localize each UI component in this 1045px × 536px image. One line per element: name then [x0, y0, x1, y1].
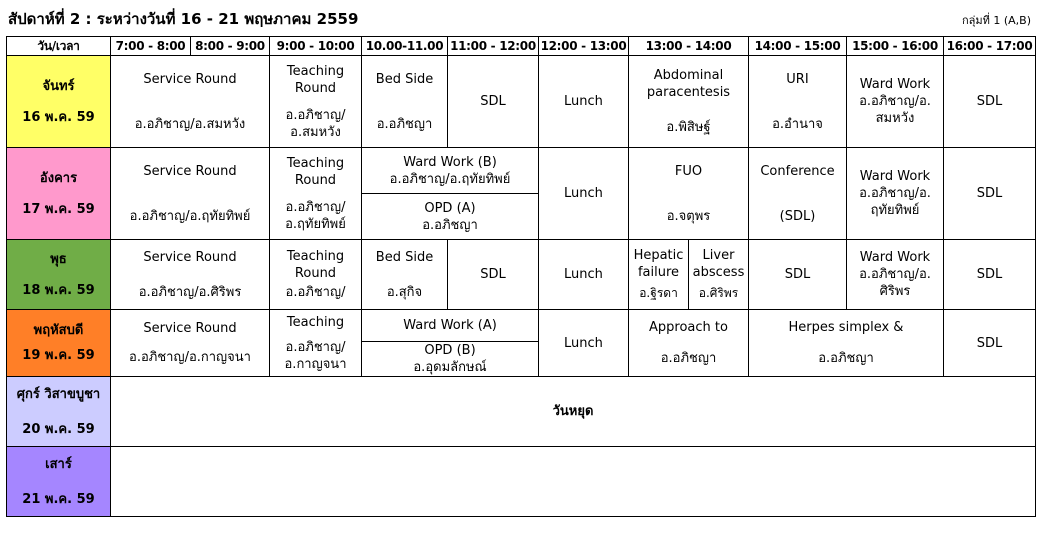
slot-sdl: SDL: [944, 56, 1036, 148]
slot-title: Herpes simplex &: [788, 320, 904, 335]
header-11-12: 11:00 - 12:00: [448, 37, 539, 56]
slot-staff: (SDL): [779, 208, 816, 224]
day-date: 18 พ.ค. 59: [22, 282, 95, 298]
slot-opd-a: [362, 194, 539, 240]
slot-approach-to: [629, 310, 749, 377]
slot-title: Ward Work: [859, 250, 931, 265]
slot-service-round: [111, 56, 270, 148]
slot-ward-work-b: [362, 148, 539, 194]
slot-staff: อ.สมหวัง: [290, 124, 341, 140]
slot-staff: ศิริพร: [879, 284, 911, 299]
page-title: สัปดาห์ที่ 2 : ระหว่างวันที่ 16 - 21 พฤษภาคม 2559: [8, 10, 359, 28]
slot-title: URI: [786, 71, 809, 87]
slot-sdl: SDL: [944, 240, 1036, 310]
slot-title: Service Round: [143, 163, 237, 179]
slot-staff: อ.อภิชาญ/อ.: [859, 267, 931, 282]
slot-staff: อ.ฐิรดา: [639, 286, 678, 300]
slot-title: Teaching: [286, 63, 345, 79]
day-cell-thursday: [7, 310, 111, 377]
header-13-14: 13:00 - 14:00: [629, 37, 749, 56]
slot-staff: อ.อภิชาญ/อ.: [859, 186, 931, 201]
empty-cell: [111, 447, 1036, 517]
slot-teaching: [270, 310, 362, 377]
row-saturday: [7, 447, 1036, 517]
slot-title: Teaching: [286, 249, 345, 264]
slot-ward-work: [847, 240, 944, 310]
slot-service-round: [111, 148, 270, 240]
slot-staff: อ.อภิชาญ/: [285, 339, 346, 355]
header-8-9: 8:00 - 9:00: [191, 37, 270, 56]
header-10-11: 10.00-11.00: [362, 37, 448, 56]
day-cell-monday: [7, 56, 111, 148]
slot-ward-work: [847, 148, 944, 240]
slot-fuo: [629, 148, 749, 240]
slot-sdl: SDL: [448, 56, 539, 148]
slot-title: failure: [637, 265, 680, 280]
slot-title: Bed Side: [375, 249, 434, 265]
slot-staff: อ.อภิชาญ/อ.สมหวัง: [134, 116, 246, 132]
slot-liver-abscess: [689, 240, 749, 310]
slot-title: Ward Work: [859, 169, 931, 184]
slot-teaching-round: [270, 148, 362, 240]
row-friday: [7, 377, 1036, 447]
slot-title: Ward Work (A): [403, 318, 497, 333]
slot-title: Conference: [760, 163, 835, 179]
day-name: เสาร์: [45, 456, 72, 472]
day-name: อังคาร: [39, 170, 78, 186]
slot-staff: สมหวัง: [875, 111, 915, 126]
slot-staff: อ.อภิชญา: [376, 116, 433, 132]
header-day-time: วัน/เวลา: [7, 37, 111, 56]
row-wednesday: [7, 240, 1036, 310]
slot-staff: อ.อุดมลักษณ์: [413, 360, 487, 375]
day-date: 16 พ.ค. 59: [22, 109, 95, 125]
day-name: พุธ: [50, 251, 67, 267]
slot-abdominal-paracentesis: [629, 56, 749, 148]
slot-staff: อ.อภิชาญ/อ.กาญจนา: [129, 350, 251, 365]
slot-ward-work: [847, 56, 944, 148]
slot-teaching-round: [270, 56, 362, 148]
slot-staff: อ.อภิชญา: [422, 217, 478, 233]
slot-lunch: Lunch: [539, 56, 629, 148]
slot-ward-work-a: [362, 310, 539, 342]
day-name: พฤหัสบดี: [33, 323, 84, 338]
slot-sdl: SDL: [944, 310, 1036, 377]
slot-bed-side: [362, 240, 448, 310]
slot-lunch: Lunch: [539, 148, 629, 240]
slot-title: Round: [294, 80, 337, 96]
slot-sdl: SDL: [944, 148, 1036, 240]
slot-title: OPD (A): [424, 200, 476, 216]
header-14-15: 14:00 - 15:00: [749, 37, 847, 56]
slot-staff: อ.อภิชาญ/: [285, 199, 346, 215]
slot-title: Round: [294, 266, 337, 281]
group-label: กลุ่มที่ 1 (A,B): [961, 14, 1031, 27]
day-date: 21 พ.ค. 59: [22, 491, 95, 507]
day-date: 19 พ.ค. 59: [22, 348, 95, 363]
slot-staff: อ.จตุพร: [666, 208, 711, 224]
slot-conference: [749, 148, 847, 240]
slot-service-round: [111, 240, 270, 310]
slot-staff: อ.อภิชาญ/อ.: [859, 94, 931, 109]
slot-title: Ward Work (B): [403, 154, 497, 170]
day-date: 20 พ.ค. 59: [22, 421, 95, 437]
slot-staff: อ.อภิชญา: [660, 351, 717, 366]
slot-title: Bed Side: [375, 71, 434, 87]
schedule-table: [6, 36, 1036, 517]
slot-staff: อ.อภิชาญ/: [285, 107, 346, 123]
header-16-17: 16:00 - 17:00: [944, 37, 1036, 56]
slot-staff: อ.พิสิษฐ์: [666, 120, 711, 135]
slot-title: Abdominal: [653, 68, 724, 83]
slot-staff: อ.สุกิจ: [386, 284, 423, 300]
slot-staff: อ.อภิชญา: [818, 351, 874, 366]
slot-sdl: SDL: [448, 240, 539, 310]
row-monday: [7, 56, 1036, 148]
slot-opd-b: [362, 342, 539, 377]
slot-title: Teaching: [286, 314, 345, 330]
slot-lunch: Lunch: [539, 310, 629, 377]
slot-staff: อ.ศิริพร: [698, 286, 739, 300]
slot-title: Round: [294, 172, 337, 188]
slot-staff: อ.อภิชาญ/: [285, 285, 346, 300]
slot-staff: อ.กาญจนา: [284, 356, 347, 372]
slot-title: Liver: [702, 248, 735, 263]
slot-title: Service Round: [143, 71, 237, 87]
slot-sdl: SDL: [749, 240, 847, 310]
header-9-10: 9:00 - 10:00: [270, 37, 362, 56]
slot-staff: ฤทัยทิพย์: [870, 203, 920, 218]
slot-staff: อ.อภิชาญ/อ.ฤทัยทิพย์: [389, 171, 511, 187]
day-cell-wednesday: [7, 240, 111, 310]
day-name: จันทร์: [42, 78, 75, 94]
slot-service-round: [111, 310, 270, 377]
slot-staff: อ.อำนาจ: [772, 116, 823, 132]
day-cell-friday: [7, 377, 111, 447]
row-tuesday: [7, 148, 1036, 194]
slot-title: paracentesis: [646, 85, 731, 100]
holiday-cell: วันหยุด: [111, 377, 1036, 447]
day-date: 17 พ.ค. 59: [22, 201, 95, 217]
day-cell-saturday: [7, 447, 111, 517]
row-thursday: [7, 310, 1036, 342]
slot-staff: อ.อภิชาญ/อ.ศิริพร: [138, 284, 242, 300]
header-12-13: 12:00 - 13:00: [539, 37, 629, 56]
slot-hepatic-failure: [629, 240, 689, 310]
slot-title: Teaching: [286, 155, 345, 171]
slot-lunch: Lunch: [539, 240, 629, 310]
slot-title: Service Round: [143, 321, 237, 336]
day-cell-tuesday: [7, 148, 111, 240]
slot-title: abscess: [692, 265, 745, 280]
slot-title: OPD (B): [424, 343, 476, 358]
slot-uri: [749, 56, 847, 148]
slot-bed-side: [362, 56, 448, 148]
header-row: [7, 37, 1036, 56]
slot-herpes-simplex: [749, 310, 944, 377]
slot-title: Approach to: [649, 320, 728, 335]
slot-staff: อ.อภิชาญ/อ.ฤทัยทิพย์: [129, 208, 251, 224]
header-15-16: 15:00 - 16:00: [847, 37, 944, 56]
slot-title: Hepatic: [633, 248, 684, 263]
slot-title: Service Round: [143, 249, 237, 265]
header-7-8: 7:00 - 8:00: [111, 37, 191, 56]
slot-title: FUO: [674, 163, 703, 179]
slot-title: Ward Work: [859, 77, 931, 92]
day-name: ศุกร์ วิสาขบูชา: [16, 386, 101, 402]
slot-teaching-round: [270, 240, 362, 310]
slot-staff: อ.ฤทัยทิพย์: [285, 216, 346, 232]
